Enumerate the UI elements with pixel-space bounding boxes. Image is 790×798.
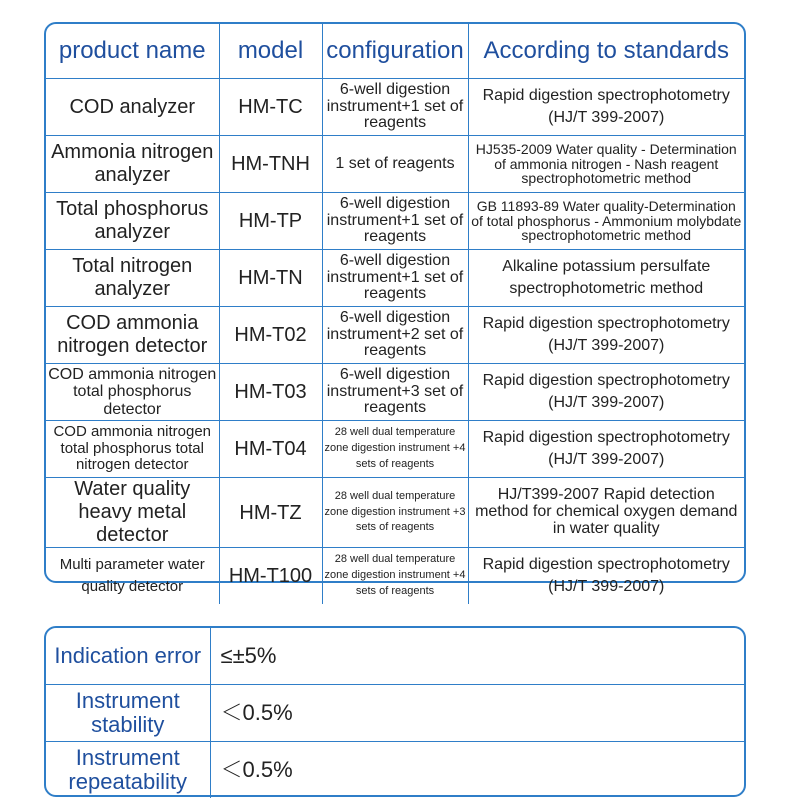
product-configuration: 6-well digestion instrument+1 set of reagents xyxy=(322,250,468,307)
spec-label-instrument-stability: Instrument stability xyxy=(46,685,210,742)
header-model: model xyxy=(219,24,322,79)
spec-row xyxy=(46,628,744,685)
spec-row xyxy=(46,685,744,742)
product-configuration: 6-well digestion instrument+3 set of reagents xyxy=(322,364,468,421)
table-row xyxy=(46,250,744,307)
product-configuration: 6-well digestion instrument+2 set of reagents xyxy=(322,307,468,364)
spec-value-indication-error: ≤±5% xyxy=(210,628,744,685)
product-model: HM-TP xyxy=(219,193,322,250)
product-model: HM-TNH xyxy=(219,136,322,193)
specs-table-frame xyxy=(44,626,746,797)
product-name: Total nitrogen analyzer xyxy=(46,250,219,307)
specs-table xyxy=(46,628,744,798)
product-model: HM-TN xyxy=(219,250,322,307)
product-model: HM-TZ xyxy=(219,478,322,548)
product-name: Total phosphorus analyzer xyxy=(46,193,219,250)
products-table-frame xyxy=(44,22,746,583)
table-row xyxy=(46,136,744,193)
product-standard: Rapid digestion spectrophotometry (HJ/T 399-2007) xyxy=(468,548,744,605)
spec-value-instrument-stability: ＜0.5% xyxy=(210,685,744,742)
table-row xyxy=(46,193,744,250)
header-standards: According to standards xyxy=(468,24,744,79)
products-table xyxy=(46,24,744,604)
product-model: HM-T03 xyxy=(219,364,322,421)
product-standard: Alkaline potassium persulfate spectrophotometric method xyxy=(468,250,744,307)
product-name: Ammonia nitrogen analyzer xyxy=(46,136,219,193)
product-standard: Rapid digestion spectrophotometry (HJ/T 399-2007) xyxy=(468,307,744,364)
table-row xyxy=(46,548,744,605)
product-configuration: 28 well dual temperature zone digestion instrument +4 sets of reagents xyxy=(322,421,468,478)
product-configuration: 1 set of reagents xyxy=(322,136,468,193)
table-row xyxy=(46,307,744,364)
product-standard: GB 11893-89 Water quality-Determination of total phosphorus - Ammonium molybdate spectrophotometric method xyxy=(468,193,744,250)
product-configuration: 28 well dual temperature zone digestion instrument +3 sets of reagents xyxy=(322,478,468,548)
table-row xyxy=(46,364,744,421)
product-model: HM-T02 xyxy=(219,307,322,364)
product-name: COD analyzer xyxy=(46,79,219,136)
product-standard: HJ/T399-2007 Rapid detection method for chemical oxygen demand in water quality xyxy=(468,478,744,548)
product-name: Multi parameter water quality detector xyxy=(46,548,219,605)
table-row xyxy=(46,478,744,548)
product-name: Water quality heavy metal detector xyxy=(46,478,219,548)
product-model: HM-T04 xyxy=(219,421,322,478)
product-configuration: 6-well digestion instrument+1 set of reagents xyxy=(322,193,468,250)
product-model: HM-TC xyxy=(219,79,322,136)
table-header-row xyxy=(46,24,744,79)
spec-label-indication-error: Indication error xyxy=(46,628,210,685)
spec-value-instrument-repeatability: ＜0.5% xyxy=(210,742,744,798)
product-name: COD ammonia nitrogen detector xyxy=(46,307,219,364)
header-configuration: configuration xyxy=(322,24,468,79)
product-model: HM-T100 xyxy=(219,548,322,605)
spec-label-instrument-repeatability: Instrument repeatability xyxy=(46,742,210,798)
header-product-name: product name xyxy=(46,24,219,79)
table-row xyxy=(46,421,744,478)
product-name: COD ammonia nitrogen total phosphorus detector xyxy=(46,364,219,421)
product-standard: HJ535-2009 Water quality - Determination of ammonia nitrogen - Nash reagent spectrophotometric method xyxy=(468,136,744,193)
product-standard: Rapid digestion spectrophotometry (HJ/T 399-2007) xyxy=(468,79,744,136)
table-row xyxy=(46,79,744,136)
product-configuration: 6-well digestion instrument+1 set of reagents xyxy=(322,79,468,136)
product-configuration: 28 well dual temperature zone digestion instrument +4 sets of reagents xyxy=(322,548,468,605)
product-standard: Rapid digestion spectrophotometry (HJ/T 399-2007) xyxy=(468,364,744,421)
product-standard: Rapid digestion spectrophotometry (HJ/T 399-2007) xyxy=(468,421,744,478)
spec-row xyxy=(46,742,744,798)
product-name: COD ammonia nitrogen total phosphorus total nitrogen detector xyxy=(46,421,219,478)
